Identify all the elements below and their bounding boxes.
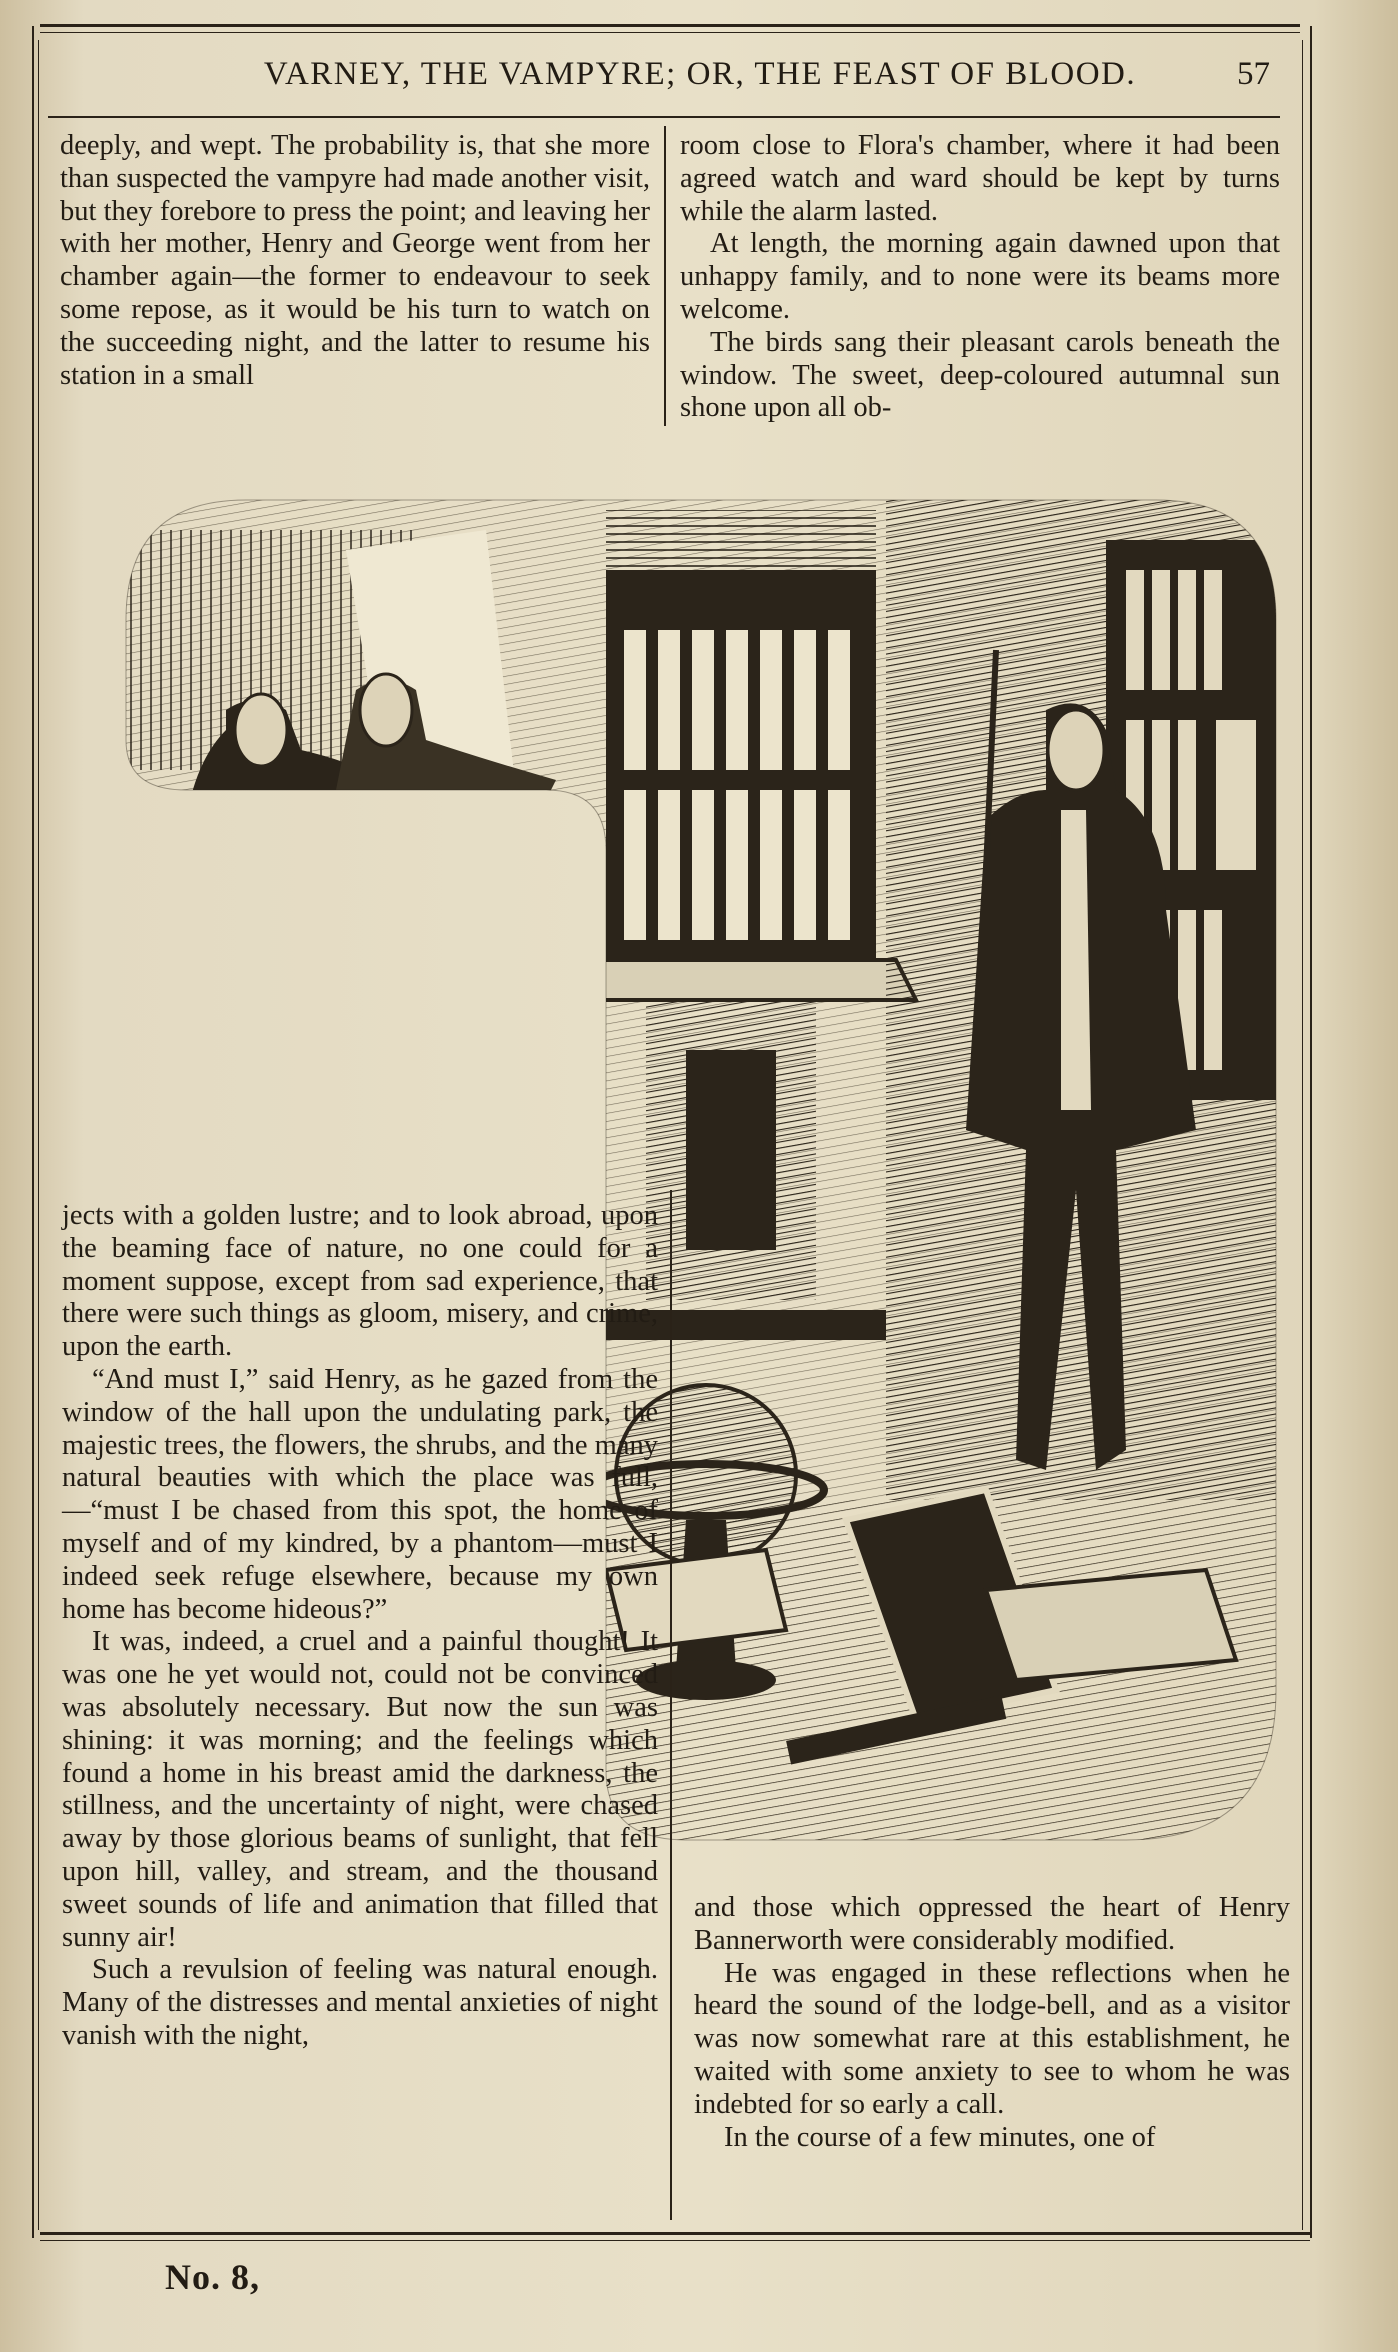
frame-left-rule-inner: [38, 40, 39, 2230]
page-number: 57: [1237, 56, 1270, 92]
paragraph: “And must I,” said Henry, as he gazed from the window of the hall upon the undulating park, the majestic trees, the flowers, the shrubs, and the many natural beauties with which the place was full,—“must I be chased from this spot, the home of myself and of my kindred, by a phantom—must I indeed seek refuge elsewhere, because my own home has become hideous?”: [62, 1363, 658, 1625]
paragraph: He was engaged in these reflections when he heard the sound of the lodge-bell, and as a visitor was now somewhat rare at this establishment, he waited with some anxiety to see to whom he was indebted for so early a call.: [694, 1957, 1290, 2120]
paragraph: Such a revulsion of feeling was natural enough. Many of the distresses and mental anxieties of night vanish with the night,: [62, 1954, 658, 2051]
column-divider-bottom: [670, 1190, 672, 2220]
paragraph: and those which oppressed the heart of Henry Bannerworth were considerably modified.: [694, 1892, 1290, 1956]
frame-left-rule: [32, 26, 34, 2238]
paragraph: room close to Flora's chamber, where it had been agreed watch and ward should be kept by turns while the alarm lasted.: [680, 130, 1280, 227]
top-ornament-rule: [40, 24, 1300, 27]
paragraph: At length, the morning again dawned upon that unhappy family, and to none were its beams more welcome.: [680, 228, 1280, 325]
paragraph: deeply, and wept. The probability is, that she more than suspected the vampyre had made another visit, but they forebore to press the point; and leaving her with her mother, Henry and George went from her chamber again—the former to endeavour to seek some repose, as it would be his turn to watch on the succeeding night, and the latter to resume his station in a small: [60, 130, 650, 391]
frame-right-rule-inner: [1302, 40, 1303, 2230]
column-1-bottom: [62, 1200, 658, 2053]
paragraph: In the course of a few minutes, one of: [724, 2121, 1156, 2153]
column-divider-top: [664, 126, 666, 426]
column-2-bottom: [694, 1892, 1290, 2154]
column-1-top: [60, 130, 650, 392]
running-title: VARNEY, THE VAMPYRE; OR, THE FEAST OF BLOOD.: [263, 56, 1137, 92]
paragraph: The birds sang their pleasant carols beneath the window. The sweet, deep-coloured autumnal sun shone upon all ob-: [680, 326, 1280, 424]
paragraph: It was, indeed, a cruel and a painful thought! It was one he yet would not, could not be convinced was absolutely necessary. But now the sun was shining: it was morning; and the feelings which found a home in his breast amid the darkness, the stillness, and the uncertainty of night, were chased away by those glorious beams of sunlight, that fell upon hill, valley, and stream, and the thousand sweet sounds of life and animation that filled that sunny air!: [62, 1626, 658, 1953]
frame-right-rule: [1310, 26, 1312, 2238]
bottom-rule-thin: [40, 2240, 1310, 2241]
top-ornament-rule-thin: [40, 32, 1300, 33]
running-header: [60, 48, 1300, 108]
signature-mark: No. 8,: [165, 2257, 260, 2297]
bottom-rule: [40, 2232, 1310, 2235]
header-rule: [48, 116, 1280, 118]
paragraph: jects with a golden lustre; and to look abroad, upon the beaming face of nature, no one could for a moment suppose, except from sad experience, that there were such things as gloom, misery, and crime, upon the earth.: [62, 1200, 658, 1363]
column-2-top: [680, 130, 1280, 425]
